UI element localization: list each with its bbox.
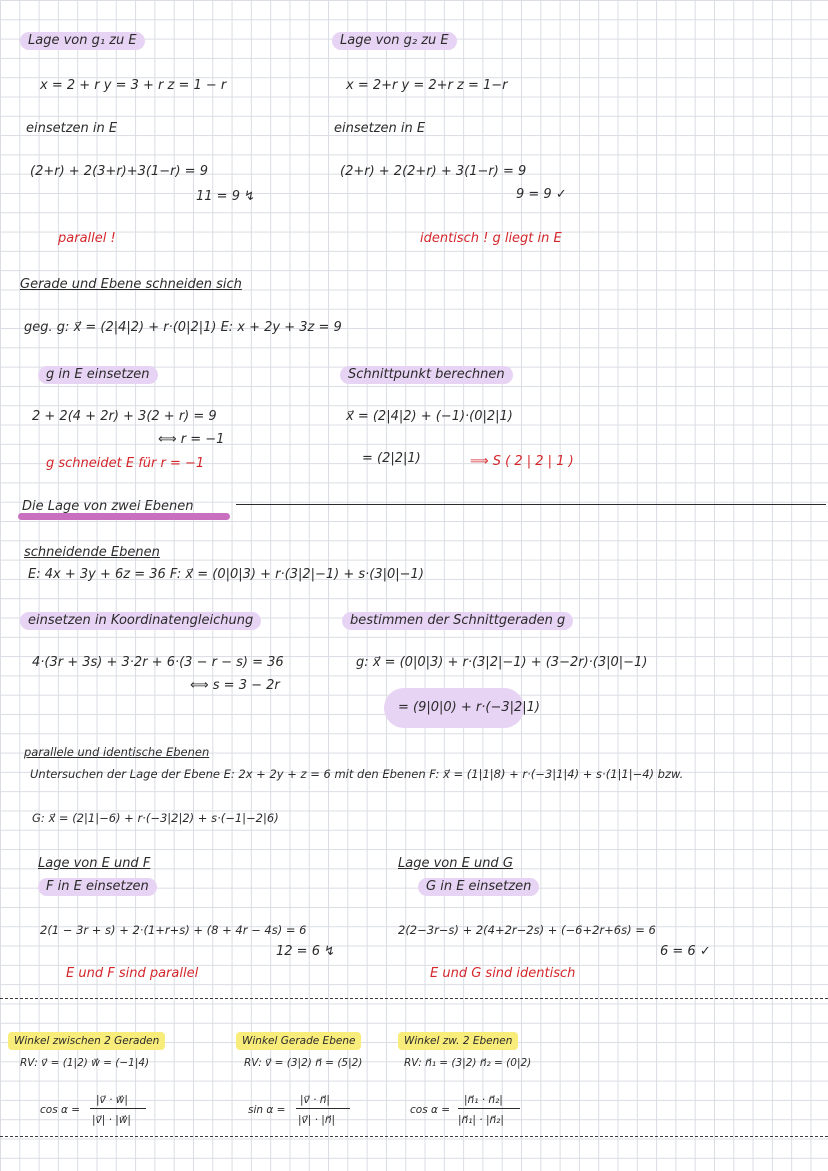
g2-params: x = 2+r y = 2+r z = 1−r xyxy=(346,78,508,93)
angle3-lhs: cos α = xyxy=(410,1104,451,1116)
g1-result: 11 = 9 ↯ xyxy=(196,189,255,204)
angle1-title: Winkel zwischen 2 Geraden xyxy=(8,1032,165,1050)
planes-eq2: ⟺ s = 3 − 2r xyxy=(190,678,280,693)
g1-params: x = 2 + r y = 3 + r z = 1 − r xyxy=(40,78,227,93)
eg-heading: Lage von E und G xyxy=(398,856,513,871)
planes-eq1: 4·(3r + 3s) + 3·2r + 6·(3 − r − s) = 36 xyxy=(32,655,284,670)
ef-heading: Lage von E und F xyxy=(38,856,151,871)
section-divider xyxy=(236,504,826,505)
g2-conclusion: identisch ! g liegt in E xyxy=(420,231,562,246)
angle3-fraction-bar xyxy=(458,1108,520,1109)
eg-step: G in E einsetzen xyxy=(418,878,539,896)
intersect-step2: Schnittpunkt berechnen xyxy=(340,366,513,384)
angle1-rv: RV: v⃗ = (1|2) w⃗ = (−1|4) xyxy=(20,1057,150,1069)
angle2-lhs: sin α = xyxy=(248,1104,286,1116)
g1-conclusion: parallel ! xyxy=(58,231,116,246)
angle2-denominator: |v⃗| · |n⃗| xyxy=(298,1114,336,1126)
g1-equation: (2+r) + 2(3+r)+3(1−r) = 9 xyxy=(30,164,208,179)
planes-step2: bestimmen der Schnittgeraden g xyxy=(342,612,573,630)
angle1-fraction-bar xyxy=(90,1108,146,1109)
intersect-calc1: x⃗ = (2|4|2) + (−1)·(0|2|1) xyxy=(346,409,513,424)
intersect-step1: g in E einsetzen xyxy=(38,366,158,384)
parallel-intro: Untersuchen der Lage der Ebene E: 2x + 2y + z = 6 mit den Ebenen F: x⃗ = (1|1|8) + r·(−3|1|4) + s·(1|1|−4) bzw. xyxy=(30,767,684,781)
intersect-given: geg. g: x⃗ = (2|4|2) + r·(0|2|1) E: x + 2y + 3z = 9 xyxy=(24,320,342,335)
angle1-denominator: |v⃗| · |w⃗| xyxy=(92,1114,131,1126)
g2-insert: einsetzen in E xyxy=(334,121,426,136)
eg-result: 6 = 6 ✓ xyxy=(660,944,711,959)
ef-result: 12 = 6 ↯ xyxy=(276,944,335,959)
planes-given: E: 4x + 3y + 6z = 36 F: x⃗ = (0|0|3) + r·(3|2|−1) + s·(3|0|−1) xyxy=(28,567,424,582)
eg-conclusion: E und G sind identisch xyxy=(430,966,576,981)
ef-step: F in E einsetzen xyxy=(38,878,157,896)
dashed-divider-bottom xyxy=(0,1136,828,1137)
angle1-lhs: cos α = xyxy=(40,1104,81,1116)
angle3-numerator: |n⃗₁ · n⃗₂| xyxy=(464,1094,503,1106)
parallel-title: parallele und identische Ebenen xyxy=(24,745,210,759)
ef-conclusion: E und F sind parallel xyxy=(66,966,199,981)
parallel-G: G: x⃗ = (2|1|−6) + r·(−3|2|2) + s·(−1|−2|6) xyxy=(32,811,279,825)
planes-line2: = (9|0|0) + r·(−3|2|1) xyxy=(398,700,540,715)
planes-step1: einsetzen in Koordinatengleichung xyxy=(20,612,261,630)
planes-sub1: schneidende Ebenen xyxy=(24,545,160,560)
eg-equation: 2(2−3r−s) + 2(4+2r−2s) + (−6+2r+6s) = 6 xyxy=(398,923,656,937)
planes-title: Die Lage von zwei Ebenen xyxy=(22,499,194,514)
g2-result: 9 = 9 ✓ xyxy=(516,187,567,202)
dashed-divider-top xyxy=(0,998,828,999)
g2-equation: (2+r) + 2(2+r) + 3(1−r) = 9 xyxy=(340,164,527,179)
ef-equation: 2(1 − 3r + s) + 2·(1+r+s) + (8 + 4r − 4s) = 6 xyxy=(40,923,307,937)
angle2-numerator: |v⃗ · n⃗| xyxy=(300,1094,330,1106)
angle2-title: Winkel Gerade Ebene xyxy=(236,1032,361,1050)
angle2-fraction-bar xyxy=(296,1108,350,1109)
planes-line1: g: x⃗ = (0|0|3) + r·(3|2|−1) + (3−2r)·(3|0|−1) xyxy=(356,655,648,670)
intersect-title: Gerade und Ebene schneiden sich xyxy=(20,277,242,292)
intersect-calc2: = (2|2|1) xyxy=(362,451,421,466)
g1-insert: einsetzen in E xyxy=(26,121,118,136)
intersect-note: g schneidet E für r = −1 xyxy=(46,456,205,471)
angle3-denominator: |n⃗₁| · |n⃗₂| xyxy=(458,1114,504,1126)
g1-heading: Lage von g₁ zu E xyxy=(20,32,145,50)
g2-heading: Lage von g₂ zu E xyxy=(332,32,457,50)
angle3-rv: RV: n⃗₁ = (3|2) n⃗₂ = (0|2) xyxy=(404,1057,532,1069)
intersect-eq1: 2 + 2(4 + 2r) + 3(2 + r) = 9 xyxy=(32,409,217,424)
intersect-point: ⟹ S ( 2 | 2 | 1 ) xyxy=(470,454,574,469)
angle1-numerator: |v⃗ · w⃗| xyxy=(96,1094,128,1106)
intersect-eq2: ⟺ r = −1 xyxy=(158,432,225,447)
angle2-rv: RV: v⃗ = (3|2) n⃗ = (5|2) xyxy=(244,1057,363,1069)
angle3-title: Winkel zw. 2 Ebenen xyxy=(398,1032,518,1050)
